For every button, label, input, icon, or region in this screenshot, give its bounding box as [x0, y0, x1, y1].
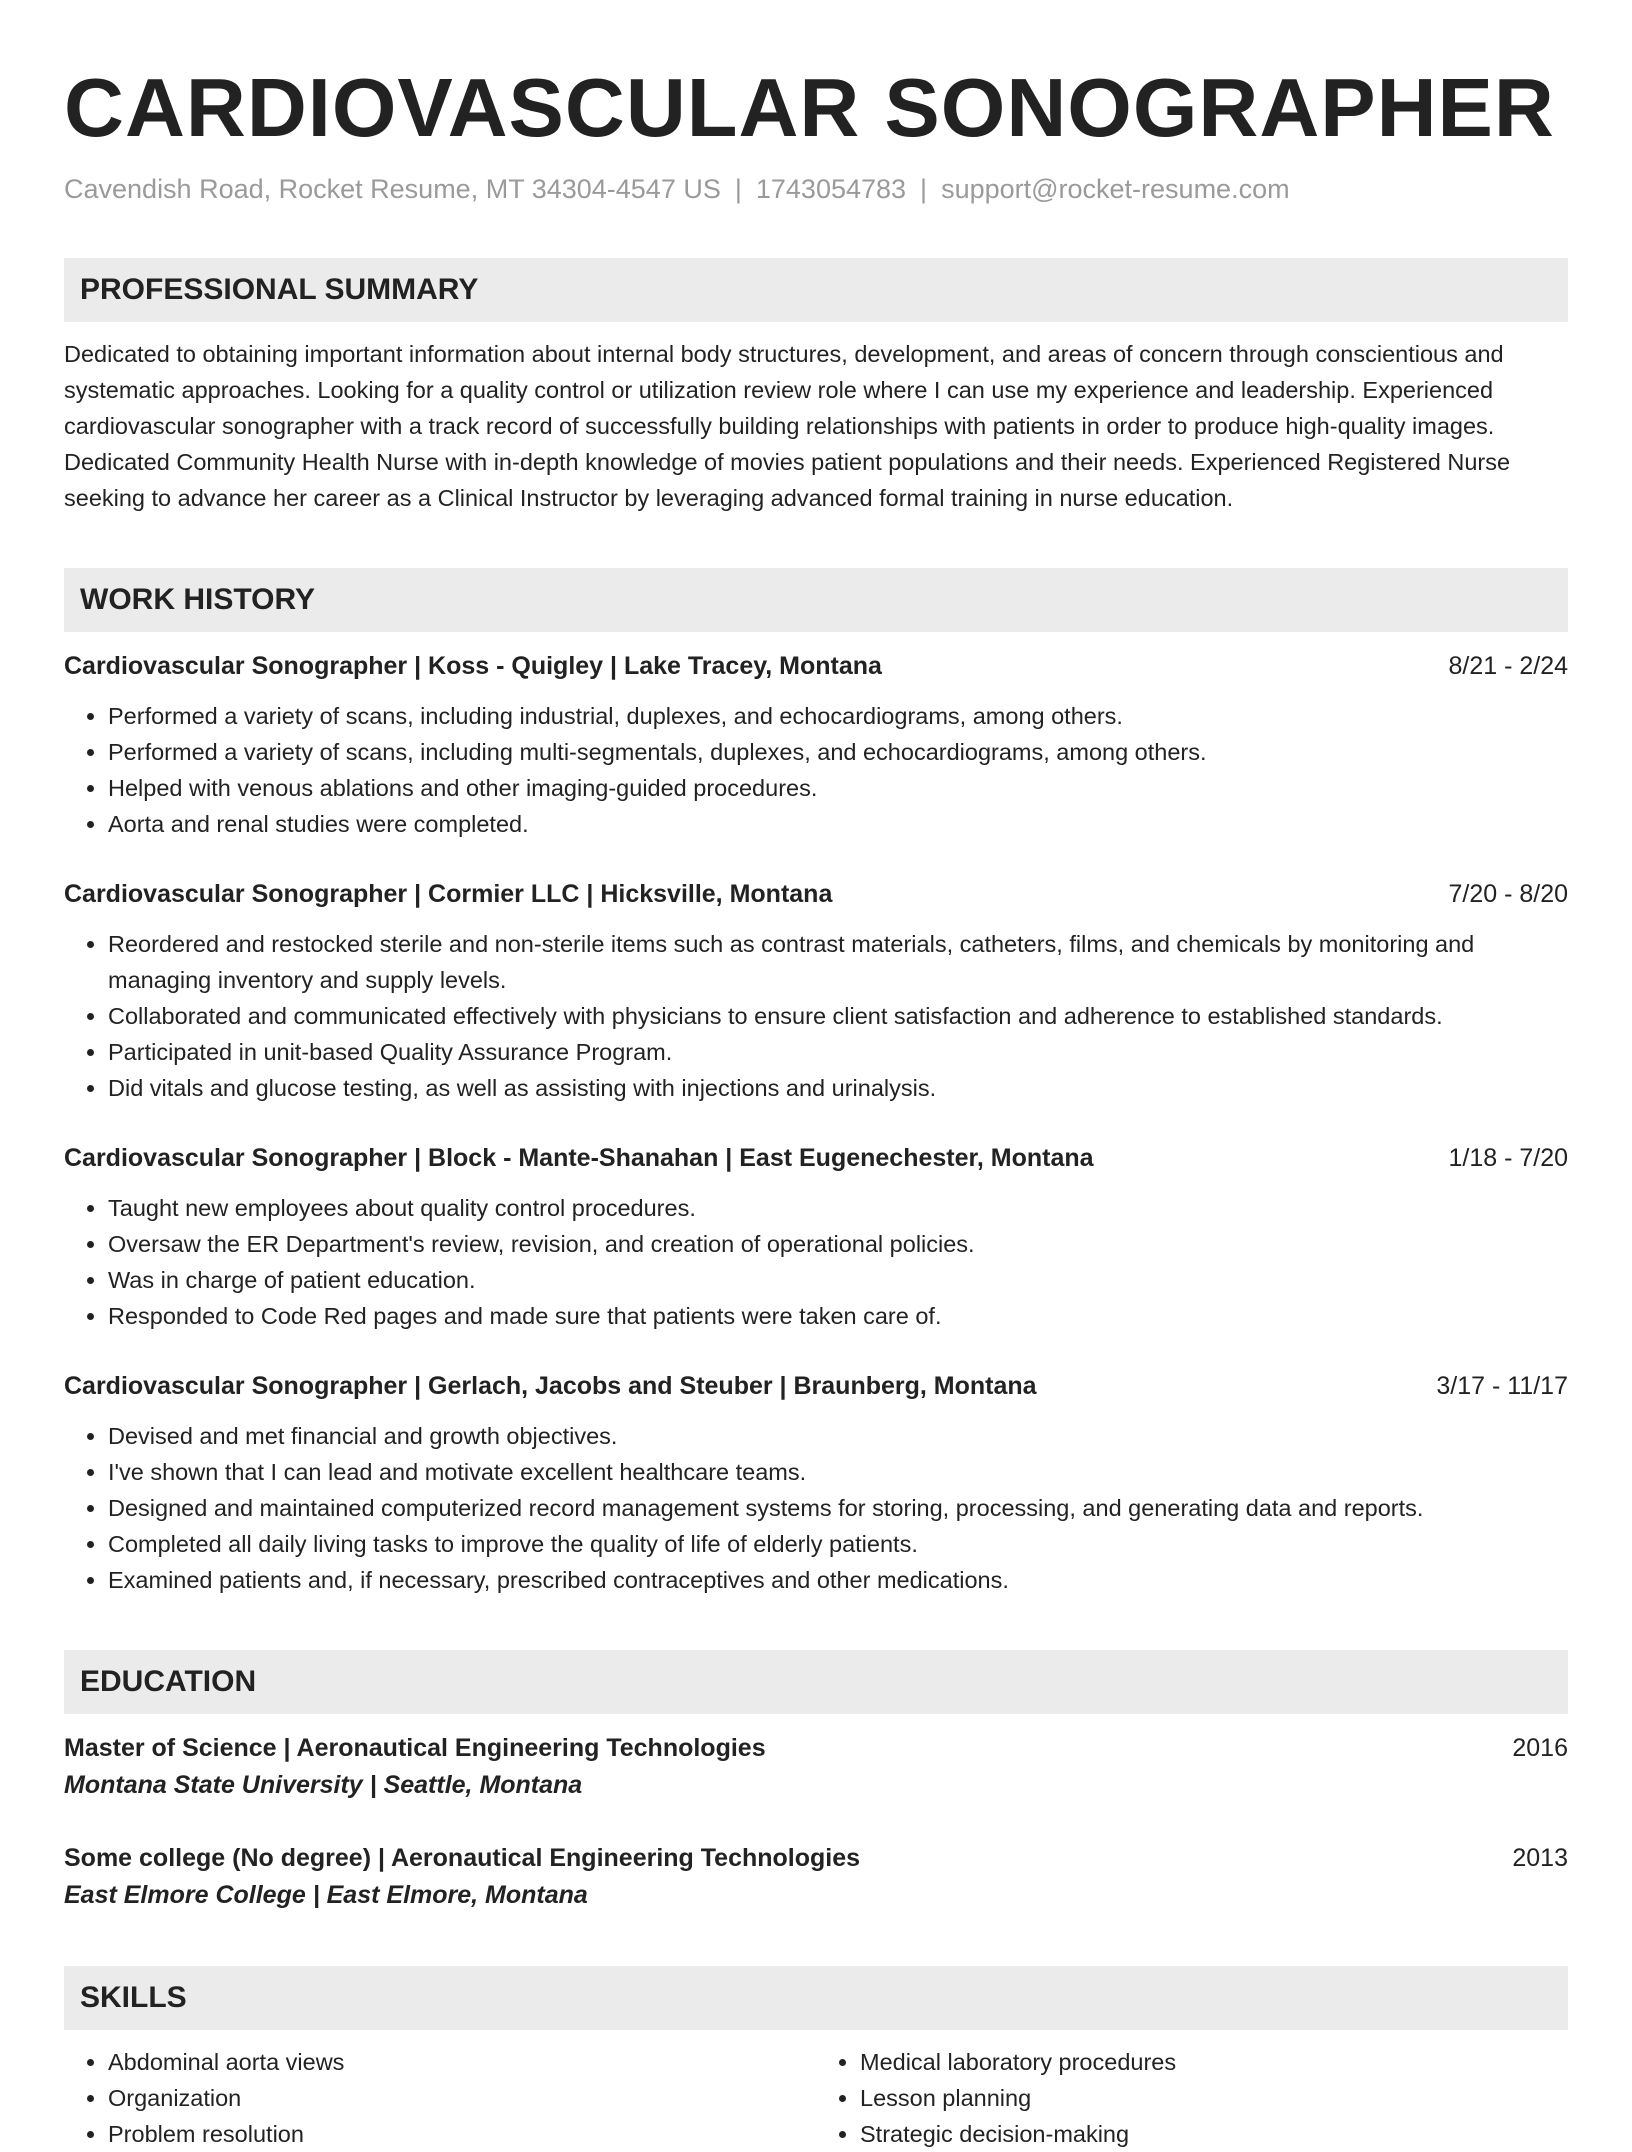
job-dates: 1/18 - 7/20: [1448, 1143, 1568, 1172]
education-header: [64, 1730, 1568, 1766]
education-school: Montana State University | Seattle, Montana: [64, 1770, 583, 1799]
skill-item: • Strategic decision-making: [860, 2116, 1568, 2152]
education-degree: Some college (No degree) | Aeronautical Engineering Technologies: [64, 1843, 861, 1872]
skill-item: • Abdominal aorta views: [108, 2044, 816, 2080]
contact-email: support@rocket-resume.com: [941, 174, 1290, 205]
summary-text: Dedicated to obtaining important information about internal body structures, development, and areas of concern through conscientious and systematic approaches. Looking for a quality control or utilization review role where I can use my experience and leadership. Experienced cardiovascular sonographer with a track record of successfully building relationships with patients in order to produce high-quality images. Dedicated Community Health Nurse with in-depth knowledge of movies patient populations and their needs. Experienced Registered Nurse seeking to advance her career as a Clinical Instructor by leveraging advanced formal training in nurse education.: [64, 340, 1511, 511]
skill-item: • Medical laboratory procedures: [860, 2044, 1568, 2080]
job-entry: [64, 648, 1568, 842]
job-bullet: • Helped with venous ablations and other imaging-guided procedures.: [108, 770, 1568, 806]
job-bullet: • Was in charge of patient education.: [108, 1262, 1568, 1298]
job-bullet: • Completed all daily living tasks to improve the quality of life of elderly patients.: [108, 1526, 1568, 1562]
education-header: [64, 1840, 1568, 1876]
job-bullets: [64, 1190, 1568, 1334]
job-header: [64, 1140, 1568, 1176]
job-bullet: • Taught new employees about quality control procedures.: [108, 1190, 1568, 1226]
job-bullet: • Did vitals and glucose testing, as well as assisting with injections and urinalysis.: [108, 1070, 1568, 1106]
education-year: 2016: [1512, 1733, 1568, 1762]
job-entry: [64, 1368, 1568, 1598]
skill-item: • Organization: [108, 2080, 816, 2116]
job-bullet: • Performed a variety of scans, including industrial, duplexes, and echocardiograms, among others.: [108, 698, 1568, 734]
job-dates: 7/20 - 8/20: [1448, 879, 1568, 908]
contact-separator: |: [920, 174, 928, 205]
skills-column-left: [64, 2044, 816, 2152]
job-bullet: • Collaborated and communicated effectively with physicians to ensure client satisfaction and adherence to established standards.: [108, 998, 1568, 1034]
job-bullet: • Responded to Code Red pages and made sure that patients were taken care of.: [108, 1298, 1568, 1334]
job-dates: 3/17 - 11/17: [1436, 1371, 1568, 1400]
job-header: [64, 1368, 1568, 1404]
education-entry: [64, 1840, 1568, 1914]
job-bullet: • Devised and met financial and growth objectives.: [108, 1418, 1568, 1454]
job-bullet: • Performed a variety of scans, including multi-segmentals, duplexes, and echocardiograms, among others.: [108, 734, 1568, 770]
education-school: East Elmore College | East Elmore, Montana: [64, 1880, 588, 1909]
job-title: Cardiovascular Sonographer | Block - Mante-Shanahan | East Eugenechester, Montana: [64, 1143, 1094, 1172]
skill-item: • Lesson planning: [860, 2080, 1568, 2116]
education-entry: [64, 1730, 1568, 1804]
job-bullets: [64, 1418, 1568, 1598]
job-bullet: • I've shown that I can lead and motivate excellent healthcare teams.: [108, 1454, 1568, 1490]
job-entry: [64, 1140, 1568, 1334]
candidate-name: CARDIOVASCULAR SONOGRAPHER: [64, 61, 1555, 154]
job-bullet: • Participated in unit-based Quality Assurance Program.: [108, 1034, 1568, 1070]
contact-line: [64, 173, 1568, 205]
job-title: Cardiovascular Sonographer | Gerlach, Jacobs and Steuber | Braunberg, Montana: [64, 1371, 1037, 1400]
contact-separator: |: [734, 174, 742, 205]
education-year: 2013: [1512, 1843, 1568, 1872]
skills-list: [64, 2044, 1568, 2152]
contact-address: Cavendish Road, Rocket Resume, MT 34304-4547 US: [64, 174, 721, 205]
job-bullets: [64, 926, 1568, 1106]
job-title: Cardiovascular Sonographer | Koss - Quigley | Lake Tracey, Montana: [64, 651, 882, 680]
job-bullet: • Designed and maintained computerized record management systems for storing, processing, and generating data and reports.: [108, 1490, 1568, 1526]
section-heading-work-history: WORK HISTORY: [64, 568, 1568, 632]
job-bullet: • Oversaw the ER Department's review, revision, and creation of operational policies.: [108, 1226, 1568, 1262]
job-header: [64, 876, 1568, 912]
education-degree: Master of Science | Aeronautical Engineering Technologies: [64, 1733, 766, 1762]
section-heading-summary: PROFESSIONAL SUMMARY: [64, 258, 1568, 322]
contact-phone: 1743054783: [755, 174, 907, 205]
job-entry: [64, 876, 1568, 1106]
section-heading-education: EDUCATION: [64, 1650, 1568, 1714]
job-bullet: • Aorta and renal studies were completed.: [108, 806, 1568, 842]
skill-item: • Problem resolution: [108, 2116, 816, 2152]
job-dates: 8/21 - 2/24: [1448, 651, 1568, 680]
job-bullet: • Examined patients and, if necessary, prescribed contraceptives and other medications.: [108, 1562, 1568, 1598]
job-bullets: [64, 698, 1568, 842]
section-heading-skills: SKILLS: [64, 1966, 1568, 2030]
skills-column-right: [816, 2044, 1568, 2152]
job-title: Cardiovascular Sonographer | Cormier LLC | Hicksville, Montana: [64, 879, 833, 908]
job-bullet: • Reordered and restocked sterile and non-sterile items such as contrast materials, catheters, films, and chemicals by monitoring and managing inventory and supply levels.: [108, 926, 1568, 998]
job-header: [64, 648, 1568, 684]
